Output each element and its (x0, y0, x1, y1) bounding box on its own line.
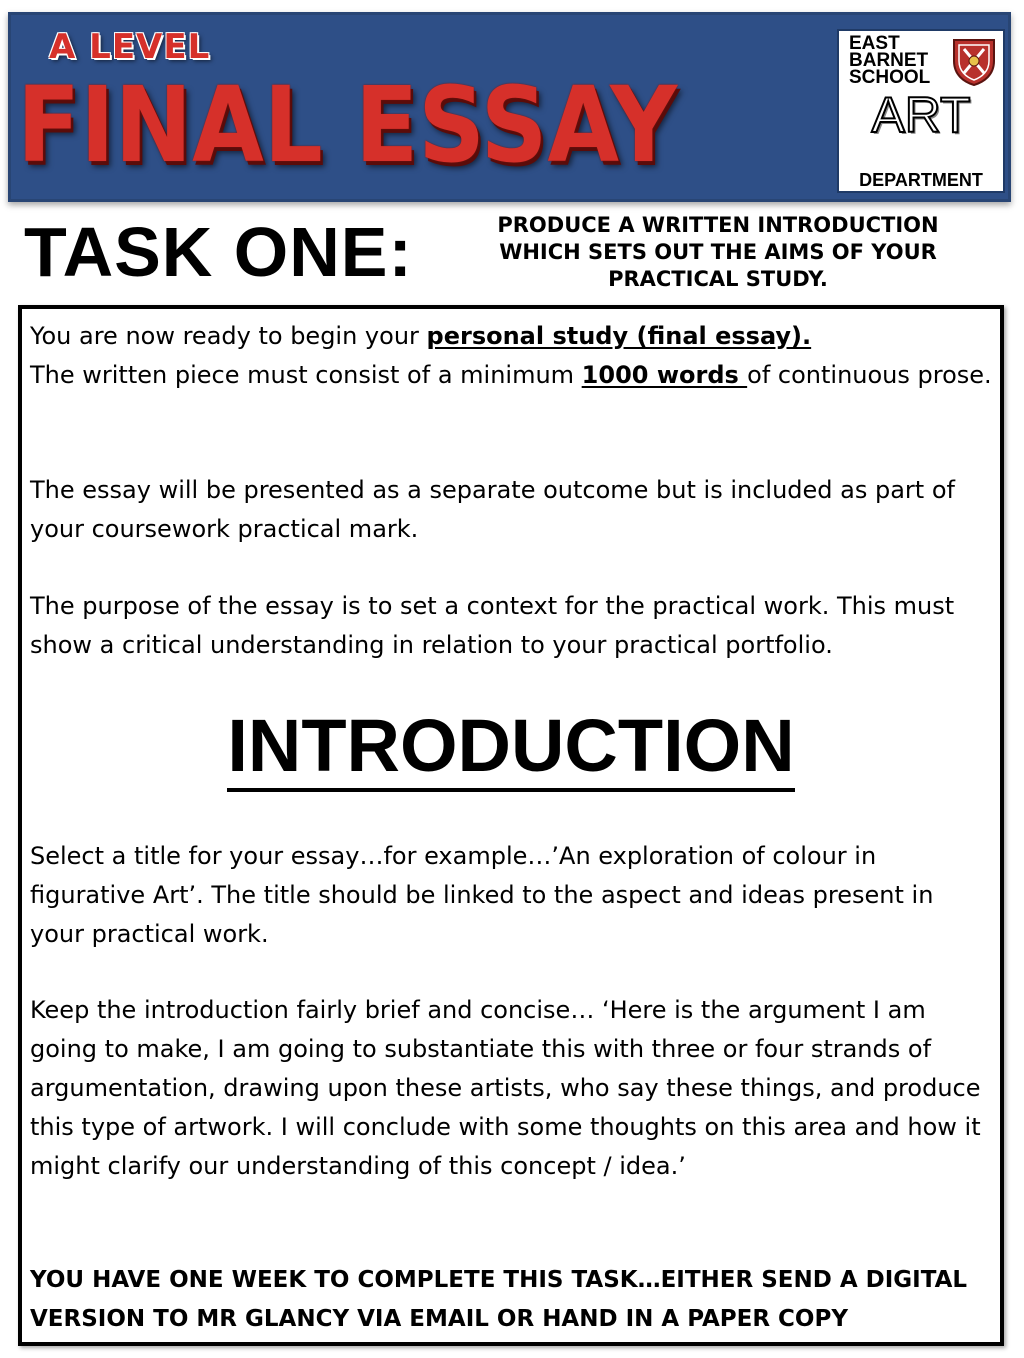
school-name-line: SCHOOL (849, 67, 931, 88)
department-label: DEPARTMENT (859, 170, 983, 190)
school-crest-icon (951, 37, 997, 87)
text-span: of continuous prose. (747, 361, 992, 389)
guidance-paragraph: Keep the introduction fairly brief and concise… ‘Here is the argument I am going to make, I am going to substantiate this with three or four strands of argumentation, drawing upon these artists, who say these things, and produce this type of artwork. I will conclude with some thoughts on this area and how it might clarify our understanding of this concept / idea.’ (30, 996, 981, 1180)
purpose-paragraph: The purpose of the essay is to set a context for the practical work. This must show a critical understanding in relation to your practical portfolio. (30, 592, 955, 659)
header-banner (8, 12, 1011, 202)
task-description: PRODUCE A WRITTEN INTRODUCTION WHICH SETS OUT THE AIMS OF YOUR PRACTICAL STUDY. (497, 213, 939, 291)
text-span: You are now ready to begin your (30, 322, 427, 350)
personal-study-emphasis: personal study (final essay). (426, 322, 812, 350)
section-heading (22, 701, 1000, 792)
page-title: FINAL ESSAY (17, 64, 678, 186)
word-count-emphasis: 1000 words (581, 361, 748, 389)
deadline-notice: YOU HAVE ONE WEEK TO COMPLETE THIS TASK…EITHER SEND A DIGITAL VERSION TO MR GLANCY VIA EMAIL OR HAND IN A PAPER COPY (30, 1267, 968, 1332)
school-name-line: BARNET (849, 50, 929, 71)
art-wordmark: ART (871, 87, 971, 143)
school-name-line: EAST (849, 33, 900, 54)
text-span: The written piece must consist of a minimum (30, 361, 582, 389)
introduction-heading: INTRODUCTION (227, 706, 794, 792)
task-heading: TASK ONE: (24, 213, 413, 291)
intro-paragraph (30, 317, 992, 395)
outcome-paragraph: The essay will be presented as a separate outcome but is included as part of your coursework practical mark. (30, 476, 955, 543)
title-paragraph: Select a title for your essay…for example…’An exploration of colour in figurative Art’. The title should be linked to the aspect and ideas present in your practical work. (30, 842, 934, 948)
level-label: A LEVEL (49, 27, 211, 67)
school-name (849, 35, 949, 86)
content-box (18, 305, 1004, 1346)
school-logo (837, 29, 1005, 193)
